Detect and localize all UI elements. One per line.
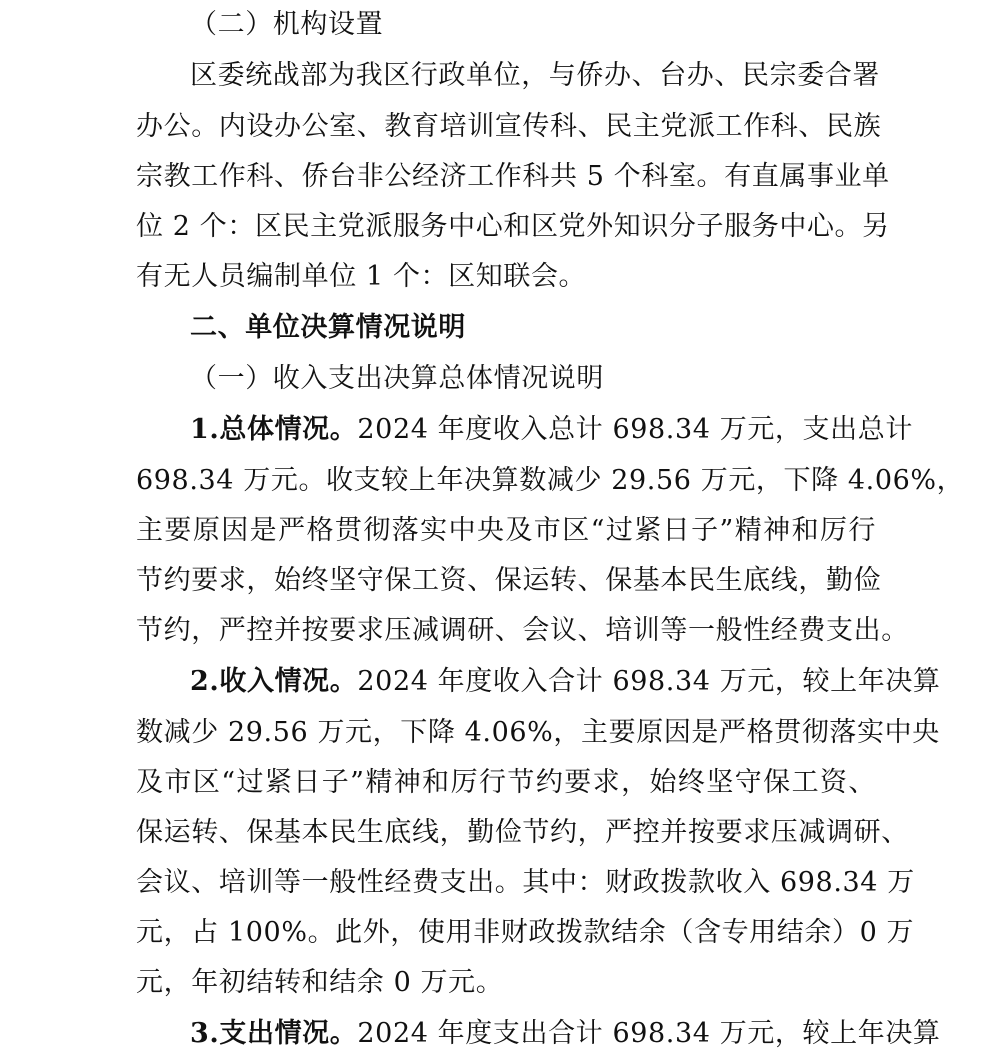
org-paragraph-line: 有无人员编制单位 1 个：区知联会。	[136, 261, 587, 292]
overall-paragraph-line: 698.34 万元。收支较上年决算数减少 29.56 万元，下降 4.06%，	[136, 465, 965, 496]
income-paragraph-line: 及市区“过紧日子”精神和厉行节约要求，始终坚守保工资、	[136, 767, 876, 798]
expense-paragraph-first-line	[190, 1016, 941, 1052]
expense-lead: 3.支出情况。	[190, 1018, 358, 1049]
income-paragraph-line: 元，占 100%。此外，使用非财政拨款结余（含专用结余）0 万	[136, 917, 915, 948]
overall-lead: 1.总体情况。	[190, 414, 358, 445]
org-paragraph-line: 办公。内设办公室、教育培训宣传科、民主党派工作科、民族	[136, 111, 882, 142]
income-paragraph-line: 保运转、保基本民生底线，勤俭节约，严控并按要求压减调研、	[136, 817, 909, 848]
org-paragraph-line: 区委统战部为我区行政单位，与侨办、台办、民宗委合署	[190, 60, 880, 91]
org-paragraph-line: 宗教工作科、侨台非公经济工作科共 5 个科室。有直属事业单	[136, 161, 890, 192]
income-paragraph-line: 会议、培训等一般性经费支出。其中：财政拨款收入 698.34 万	[136, 867, 915, 898]
income-lead: 2.收入情况。	[190, 666, 358, 697]
income-paragraph-line: 数减少 29.56 万元，下降 4.06%，主要原因是严格贯彻落实中央	[136, 717, 940, 748]
overall-first-text: 2024 年度收入总计 698.34 万元，支出总计	[357, 414, 913, 445]
sub-one-title: （一）收入支出决算总体情况说明	[190, 363, 604, 394]
expense-first-text: 2024 年度支出合计 698.34 万元，较上年决算	[357, 1018, 941, 1049]
section-two-title: 二、单位决算情况说明	[190, 312, 466, 343]
overall-paragraph-line: 主要原因是严格贯彻落实中央及市区“过紧日子”精神和厉行	[136, 515, 876, 546]
overall-paragraph-line: 节约，严控并按要求压减调研、会议、培训等一般性经费支出。	[136, 615, 909, 646]
income-paragraph-line: 元，年初结转和结余 0 万元。	[136, 967, 504, 998]
org-paragraph-line: 位 2 个：区民主党派服务中心和区党外知识分子服务中心。另	[136, 211, 890, 242]
income-first-text: 2024 年度收入合计 698.34 万元，较上年决算	[357, 666, 941, 697]
overall-paragraph-first-line	[190, 412, 913, 448]
income-paragraph-first-line	[190, 664, 941, 700]
heading-org-setup: （二）机构设置	[190, 9, 384, 40]
overall-paragraph-line: 节约要求，始终坚守保工资、保运转、保基本民生底线，勤俭	[136, 565, 882, 596]
